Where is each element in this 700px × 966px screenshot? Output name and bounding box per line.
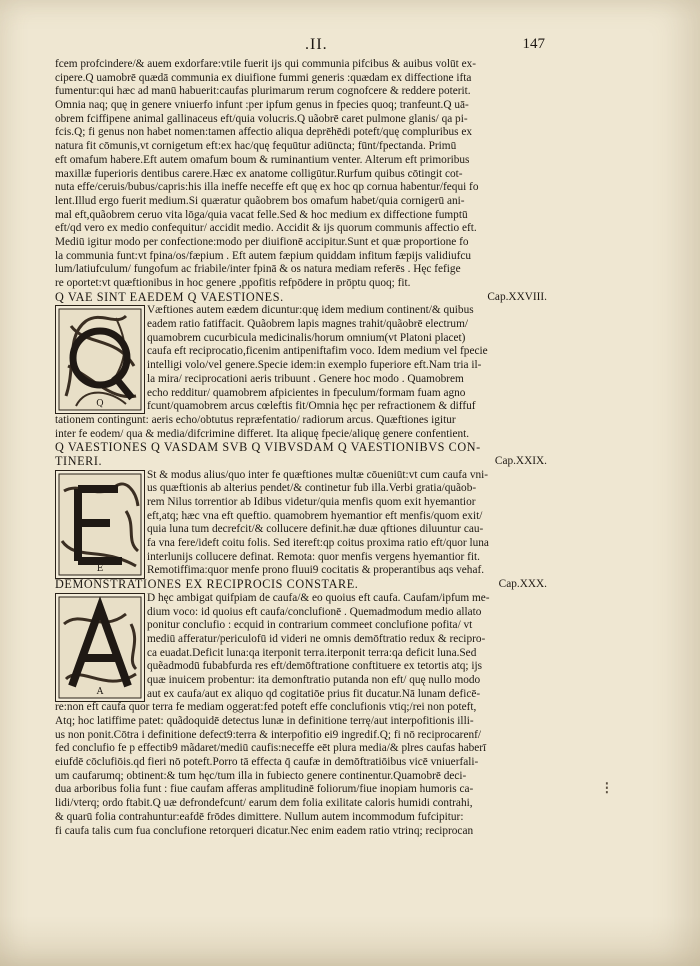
running-title: .II. bbox=[305, 36, 328, 53]
text-line: re oportet:vt quæftionibus in hoc genere ,ppofitis refpōdere in prōptu quoq; fit. bbox=[55, 277, 411, 289]
text-block bbox=[55, 58, 547, 838]
text-line: obrem fciffipene animal gallinaceus eft/quia volucris.Q uãobrē caret pulmone glanis/ qa pi- bbox=[55, 112, 468, 125]
text-line: tationem contingunt: aeris echo/obtutus repræfentatio/ radiorum arcus. Quæftiones igitur bbox=[55, 413, 456, 426]
decorated-initial-a bbox=[55, 593, 145, 702]
text-line: eadem ratio fatiffacit. Quãobrem lapis magnes trahit/quãobrē electrum/ bbox=[147, 318, 468, 331]
text-line: Remotiffima:quor menfe prono fluui9 cocitatis & properantibus aqs vehaf. bbox=[147, 564, 485, 577]
chapter-heading bbox=[55, 578, 547, 592]
text-line: caufa eft reciprocatio,ficenim antipeniftafim voco. Idem medium vel fpecie bbox=[147, 345, 488, 358]
text-line: fcunt/quamobrem arcus cœleftis fit/Omnia hęc per refractionem & diffuf bbox=[147, 400, 476, 413]
text-line: eft/qd vero ex medio confequitur/ accidit medio. Accidit & ijs quorum communis affectio eft. bbox=[55, 222, 477, 235]
chapter-heading-continued bbox=[55, 455, 547, 469]
text-line: cipere.Q uamobrē quædā communia ex diuifione fummi generis :quædam ex diffectione ifta bbox=[55, 71, 472, 84]
initial-letter: Q bbox=[96, 399, 104, 410]
text-line: quẽadmodū fubabfurda res eft/demōftratione conftituere ex tetortis atq; ijs bbox=[147, 660, 483, 673]
text-line: & quarū folia contrahuntur:eafdē frōdes dimittere. Nullum autem incommodum fufcipitur: bbox=[55, 810, 464, 823]
text-line: echo redditur/ quamobrem afpicientes in fpeculum/formam fuam agno bbox=[147, 386, 466, 399]
text-line: ponitur conclufio : ecquid in contrarium commeet conclufione pofita/ vt bbox=[147, 619, 473, 632]
text-line: dua arboribus folia funt : fiue caufam afferas amplitudinē foliorum/fiue inopiam humoris ca- bbox=[55, 783, 474, 796]
text-line: eft omafum habere.Eft autem omafum boum & ruminantium venter. Alterum eft primoribus bbox=[55, 153, 470, 166]
text-line: la communia funt:vt fpina/os/fæpium . Eft autem fæpium quiddam infitum fæpijs validiufcu bbox=[55, 249, 472, 262]
section-body bbox=[55, 469, 547, 579]
text-line: fi caufa talis cum fua conclufione retorqueri dicatur.Nec enim eadem ratio vtrinq; reciprocan bbox=[55, 824, 474, 837]
text-line: Mediū igitur modo per confectione:modo per diuifionē accipitur.Sunt et quæ proportione fo bbox=[55, 235, 469, 248]
text-line: fcem profcindere/& auem exdorfare:vtile fuerit ijs qui communia pifcibus & auibus volūt ex- bbox=[55, 58, 476, 70]
text-line: inter fe eodem/ qua & media/difcrimine differet. Ita aliquę fpecie/aliquę genere confentient. bbox=[55, 427, 470, 440]
text-line: nuta effe/ceruis/bubus/capris:his illa ineffe neceffe eft quę ex hoc qp cornua habentur/fequi fo bbox=[55, 181, 479, 194]
initial-letter: A bbox=[96, 686, 104, 697]
decorated-initial-q bbox=[55, 305, 145, 414]
text-line: fcis.Q; fi genus non habet nomen:tamen affectio aliqua deprēhēdi poteft/quę compluribus ex bbox=[55, 126, 473, 139]
text-line: D hęc ambigat quifpiam de caufa/& eo quoius eft caufa. Caufam/ipfum me- bbox=[147, 591, 490, 604]
text-line: lum/latiufculum/ fungofum ac friabile/inter fpinā & os natura mediam referēs . Hęc fefige bbox=[55, 263, 461, 276]
text-line: fed conclufio fe p effectib9 mãdaret/mediū caufis:neceffe eēt plura media/& plres caufas haberī bbox=[55, 742, 487, 755]
chapter-title: DEMONSTRATIONES EX RECIPROCIS CONSTARE. bbox=[55, 578, 359, 592]
text-line: us non ponit.Cōtra i definitione defect9:terra & interpofitio ei9 ingredif.Q; fi nō reciprocarenf/ bbox=[55, 728, 482, 741]
chapter-title-continued: TINERI. bbox=[55, 454, 103, 468]
text-line: fa vna fere/ideft coitu folis. Sed itereft:qp coitus proxima ratio eft/quor luna bbox=[147, 537, 489, 550]
text-line: quamobrem cucurbicula medicinalis/horum omnium(vt Platoni placet) bbox=[147, 331, 466, 344]
text-line: ca euadat.Deficit luna:qa iterponit terra.iterponit terra:qa deficit luna.Sed bbox=[147, 646, 477, 659]
chapter-heading bbox=[55, 291, 547, 305]
folio-number: 147 bbox=[522, 36, 545, 52]
text-line: natura fit cōmunis,vt cornigetum eft:ex hac/quę fequūtur adiūncta; fūnt/fpectanda. Primū bbox=[55, 140, 457, 153]
text-line: aut ex caufa/aut ex aliquo qd cogitatiōe prius fit ducatur.Nā lunam deficē- bbox=[147, 687, 481, 700]
margin-mark: ⁝ bbox=[604, 778, 610, 798]
chapter-number: Cap.XXX. bbox=[498, 578, 547, 591]
text-line: interlunijs collucere definat. Remota: quor menfis vergens hyemantior fit. bbox=[147, 550, 480, 563]
text-line: re:non eft caufa quor terra fe mediam oggerat:fed poteft effe conclufionis vtiq;/rei non poteft, bbox=[55, 701, 477, 714]
text-line: us quæftionis ab alterius pendet/& continetur fub illa.Verbi gratia/quãob- bbox=[147, 482, 477, 495]
chapter-title: Q VAESTIONES Q VASDAM SVB Q VIBVSDAM Q VAESTIONIBVS CON- bbox=[55, 441, 481, 455]
text-line: Omnia naq; quę in genere vniuerfo infunt :per ipfum genus in fpecies quoq; tranfeunt.Q uā- bbox=[55, 99, 469, 112]
text-line: Atq; hoc latiffime patet: quãdoquidē detectus lunæ in definitione terrę/aut interpofitionis illi- bbox=[55, 715, 474, 727]
text-line: lidi/vterq; ordo ftabit.Q uæ defrondefcunt/ earum dem folia exilitate caloris humidi contrahi, bbox=[55, 797, 473, 810]
chapter-heading bbox=[55, 441, 547, 455]
text-line: eft,atq; hæc vna eft queftio. quamobrem hyemantior eft menfis/quom exit/ bbox=[147, 509, 483, 522]
text-line: la mira/ reciprocationi aeris tribuunt . Genere hoc modo . Quamobrem bbox=[147, 372, 464, 385]
text-line: mal eft,quãobrem ceruo vita lōga/quia vacat felle.Sed & hoc medium ex diffectione fumptū bbox=[55, 208, 468, 221]
text-line: fumentur:qui hæc ad manū habuerit:caufas plurimarum rerum cognofcere & reddere poterit. bbox=[55, 85, 471, 98]
text-line: dium voco: id quoius eft caufa/conclufionē . Quemadmodum medio allato bbox=[147, 605, 482, 618]
text-line: intelligi volo/vel genere.Specie idem:in exemplo fuperiore eft.Nam tria il- bbox=[147, 359, 482, 372]
decorated-initial-e bbox=[55, 470, 145, 579]
chapter-number: Cap.XXIX. bbox=[494, 454, 547, 467]
text-line: maxillæ fuperioris dentibus carere.Hæc ex anatome colligūtur.Rurfum quibus cōtingit cot- bbox=[55, 167, 463, 180]
text-line: St & modus alius/quo inter fe quæftiones multæ cōueniūt:vt cum caufa vni- bbox=[147, 468, 489, 481]
text-line: lent.Illud ergo fuerit medium.Si quæratur quãobrem bos omafum habet/quia cornigerū ani- bbox=[55, 194, 465, 207]
section-body bbox=[55, 592, 547, 838]
text-line: rem Nilus torrentior ab Idibus videtur/quia menfis quom exit hyemantior bbox=[147, 496, 476, 508]
chapter-title: Q VAE SINT EAEDEM Q VAESTIONES. bbox=[55, 290, 284, 304]
page-header bbox=[55, 36, 545, 56]
initial-letter: E bbox=[96, 563, 104, 574]
text-line: mediū afferatur/periculofū id videri ne omnis demōftratio redux & recipro- bbox=[147, 632, 486, 645]
text-line: quia luna tum decrefcit/& collucere definit.hæ duæ qftiones diluuntur cau- bbox=[147, 523, 484, 536]
text-line: quæ inuicem probentur: ita demonftratio putanda non eft/ quę nullo modo bbox=[147, 673, 481, 686]
chapter-number: Cap.XXVIII. bbox=[487, 290, 547, 303]
section-body bbox=[55, 304, 547, 441]
text-line: um caufarumq; obtinent:& tum hęc/tum illa in fubiecto genere continentur.Quamobrē deci- bbox=[55, 769, 467, 782]
text-line: Væftiones autem eædem dicuntur:quę idem medium continent/& quibus bbox=[147, 304, 474, 317]
text-line: eiufdē cōclufiōis.qd fieri nō poteft.Porro tā effecta q̄ caufæ in demōftratiōibus vicē vniuerfali- bbox=[55, 756, 479, 769]
page-shadow bbox=[0, 916, 700, 966]
